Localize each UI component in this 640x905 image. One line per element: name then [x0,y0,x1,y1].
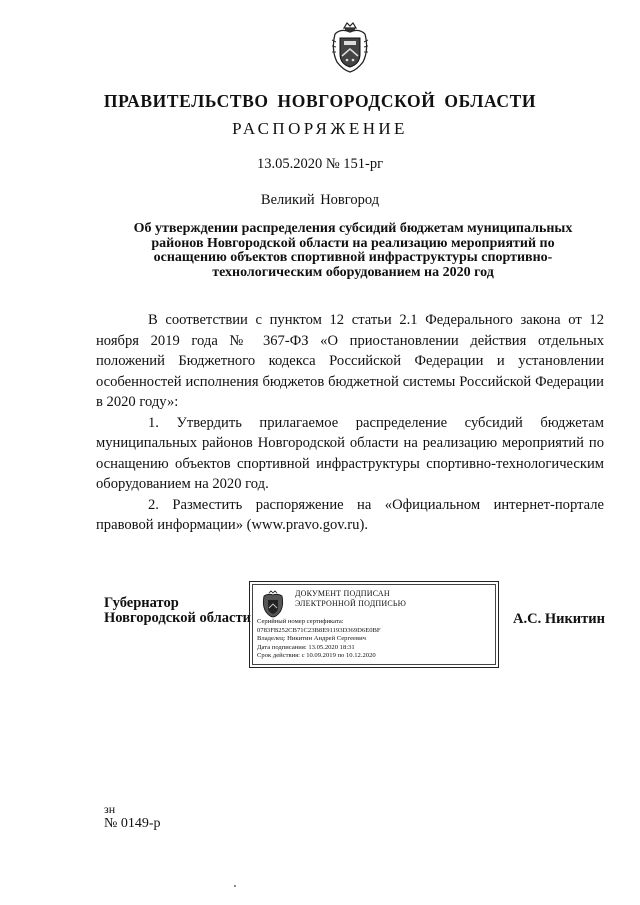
stamp-cert-label: Серийный номер сертификата: [257,618,344,625]
paragraph-item-1: 1. Утвердить прилагаемое распределение субсидий бюджетам муниципальных районов Новгородской области на реализацию мероприятий по оснащению объектов спортивной инфраструктуры спортивно-технологическим оборудованием на 2020 год. [96,414,604,492]
stamp-inner-frame [252,584,496,665]
signer-position [104,596,251,626]
stamp-cert-serial: 0783FB252CB71C23B8E91193D369D6E0BF [257,626,381,634]
signer-name: А.С. Никитин [513,611,605,627]
paragraph-item-2: 2. Разместить распоряжение на «Официальном интернет-портале правовой информации» (www.pravo.gov.ru). [96,496,604,533]
government-title: ПРАВИТЕЛЬСТВО НОВГОРОДСКОЙ ОБЛАСТИ [103,91,537,111]
scan-dot [234,885,236,887]
stamp-details [257,618,381,661]
document-type: РАСПОРЯЖЕНИЕ [232,119,408,138]
document-city: Великий Новгород [260,192,380,208]
document-body [96,310,604,536]
electronic-signature-stamp [249,581,499,668]
footer-number: № 0149-р [104,816,161,831]
stamp-validity: Срок действия: с 10.09.2019 по 10.12.2020 [257,652,376,660]
stamp-title-line1: ДОКУМЕНТ ПОДПИСАН [295,589,390,598]
signer-position-line2: Новгородской области [104,610,251,626]
stamp-title-line2: ЭЛЕКТРОННОЙ ПОДПИСЬЮ [295,599,407,608]
stamp-owner: Владелец: Никитин Андрей Сергеевич [257,635,366,643]
document-heading: Об утверждении распределения субсидий бюджетам муниципальных районов Новгородской области на реализацию мероприятий по оснащению объектов спортивной инфраструктуры спортивно-технологическим оборудованием на 2020 год [133,221,573,280]
novgorod-coat-of-arms-icon [327,20,373,74]
signer-position-line1: Губернатор [104,595,179,611]
stamp-title [295,589,406,609]
coat-of-arms-icon [261,590,285,618]
paragraph-preamble: В соответствии с пунктом 12 статьи 2.1 Федерального закона от 12 ноября 2019 года № 367-ФЗ «О приостановлении действия отдельных положений Бюджетного кодекса Российской Федерации и установлении особенностей исполнения бюджетов бюджетной системы Российской Федерации в 2020 году»: [96,312,604,410]
footer-code: зн [104,802,116,816]
document-date-number: 13.05.2020 № 151-рг [256,156,384,172]
stamp-signed-date: Дата подписания: 13.05.2020 18:31 [257,643,355,651]
